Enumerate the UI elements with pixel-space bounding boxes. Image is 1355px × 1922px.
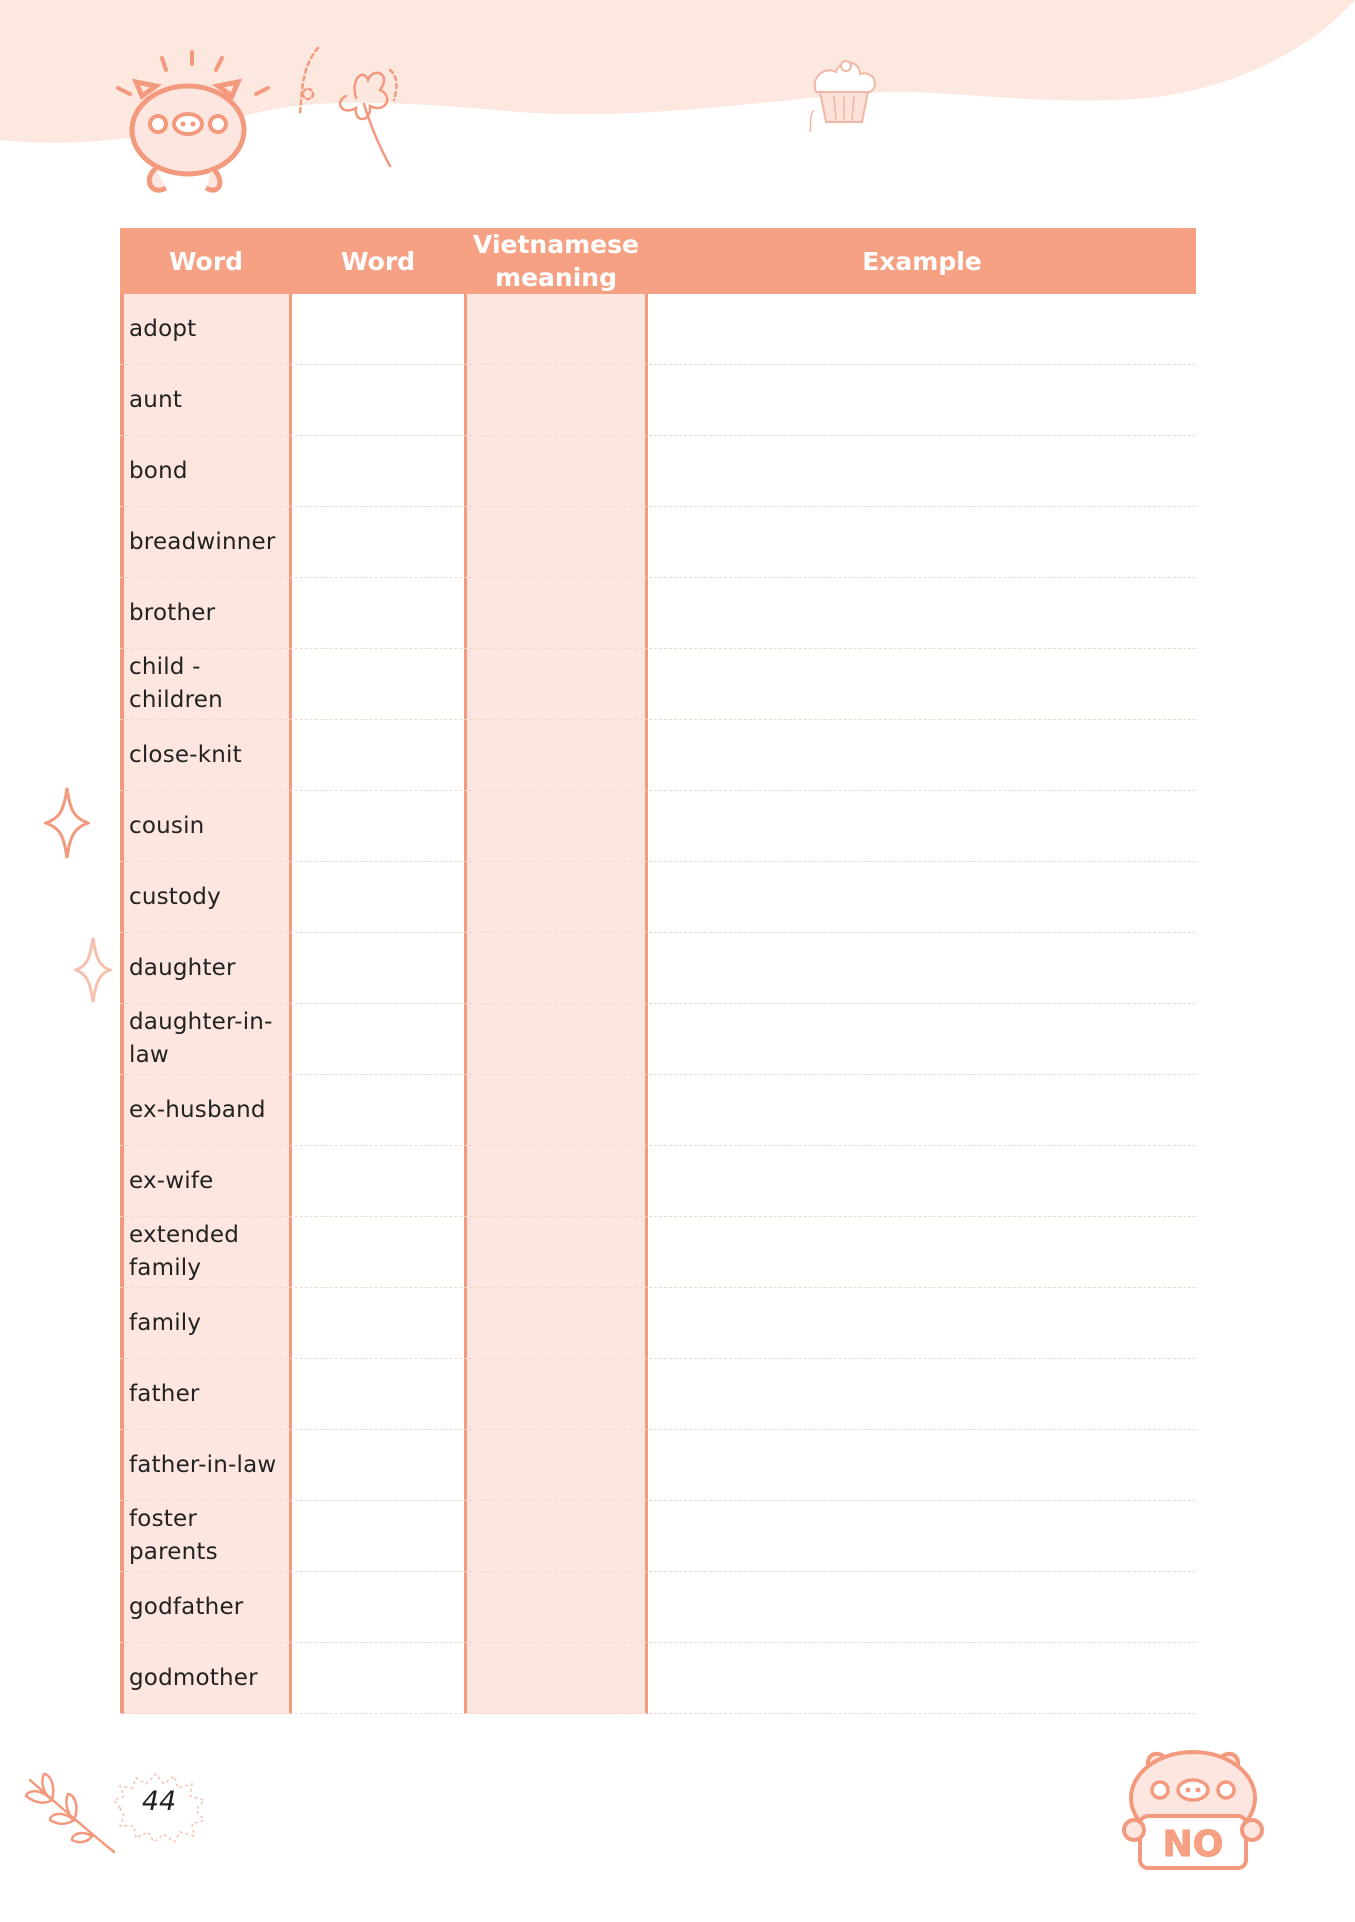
vietnamese-meaning-cell[interactable]: [467, 1501, 645, 1571]
vocabulary-word: godfather: [129, 1593, 244, 1620]
header-example: Example: [862, 246, 982, 276]
vocabulary-word: ex-husband: [129, 1096, 266, 1123]
table-row: [120, 507, 1196, 578]
header-vietnamese-meaning: Vietnamese meaning: [473, 230, 639, 292]
table-row: [120, 436, 1196, 507]
word-entry-cell[interactable]: [295, 649, 461, 719]
vietnamese-meaning-cell[interactable]: [467, 1146, 645, 1216]
vocabulary-word: brother: [129, 599, 216, 626]
table-row: [120, 1146, 1196, 1217]
vietnamese-meaning-cell[interactable]: [467, 933, 645, 1003]
vocabulary-table: [120, 228, 1196, 1714]
table-row: [120, 1359, 1196, 1430]
word-entry-cell[interactable]: [295, 1004, 461, 1074]
example-cell[interactable]: [651, 1146, 1196, 1216]
example-cell[interactable]: [651, 1643, 1196, 1713]
table-row: [120, 1217, 1196, 1288]
vocabulary-word: custody: [129, 883, 221, 910]
sparkle-icon: [44, 786, 90, 860]
word-entry-cell[interactable]: [295, 862, 461, 932]
word-entry-cell[interactable]: [295, 436, 461, 506]
table-row: [120, 1004, 1196, 1075]
table-row: [120, 1288, 1196, 1359]
vocabulary-word: daughter: [129, 954, 236, 981]
word-entry-cell[interactable]: [295, 933, 461, 1003]
page-number: 44: [141, 1786, 177, 1817]
vocabulary-word: extended family: [129, 1222, 240, 1281]
vietnamese-meaning-cell[interactable]: [467, 507, 645, 577]
example-cell[interactable]: [651, 1572, 1196, 1642]
vietnamese-meaning-cell[interactable]: [467, 1004, 645, 1074]
word-entry-cell[interactable]: [295, 791, 461, 861]
vietnamese-meaning-cell[interactable]: [467, 365, 645, 435]
pig-no-sign-icon: [1118, 1744, 1268, 1874]
table-row: [120, 791, 1196, 862]
vietnamese-meaning-cell[interactable]: [467, 791, 645, 861]
word-entry-cell[interactable]: [295, 1572, 461, 1642]
table-row: [120, 1501, 1196, 1572]
vocabulary-word: father-in-law: [129, 1451, 277, 1478]
leaf-branch-icon: [22, 1770, 118, 1856]
table-row: [120, 1643, 1196, 1714]
vietnamese-meaning-cell[interactable]: [467, 862, 645, 932]
word-entry-cell[interactable]: [295, 1075, 461, 1145]
table-row: [120, 578, 1196, 649]
word-entry-cell[interactable]: [295, 1146, 461, 1216]
table-header: [120, 228, 1196, 294]
example-cell[interactable]: [651, 1004, 1196, 1074]
example-cell[interactable]: [651, 933, 1196, 1003]
example-cell[interactable]: [651, 1217, 1196, 1287]
vietnamese-meaning-cell[interactable]: [467, 1288, 645, 1358]
vietnamese-meaning-cell[interactable]: [467, 1430, 645, 1500]
example-cell[interactable]: [651, 1430, 1196, 1500]
vocabulary-word: child - children: [129, 654, 223, 713]
sparkle-icon: [74, 936, 112, 1004]
table-row: [120, 294, 1196, 365]
table-row: [120, 933, 1196, 1004]
table-body: [120, 294, 1196, 1714]
vietnamese-meaning-cell[interactable]: [467, 649, 645, 719]
example-cell[interactable]: [651, 578, 1196, 648]
header-word-2: Word: [340, 246, 416, 276]
table-row: [120, 1572, 1196, 1643]
vietnamese-meaning-cell[interactable]: [467, 436, 645, 506]
word-entry-cell[interactable]: [295, 365, 461, 435]
word-entry-cell[interactable]: [295, 1288, 461, 1358]
example-cell[interactable]: [651, 649, 1196, 719]
vietnamese-meaning-cell[interactable]: [467, 1217, 645, 1287]
vocabulary-word: foster parents: [129, 1506, 218, 1565]
cupcake-icon: [806, 52, 882, 134]
vocabulary-word: daughter-in-law: [129, 1009, 273, 1068]
header-word-1: Word: [168, 246, 244, 276]
table-row: [120, 365, 1196, 436]
example-cell[interactable]: [651, 507, 1196, 577]
vocabulary-word: bond: [129, 457, 188, 484]
example-cell[interactable]: [651, 1075, 1196, 1145]
table-row: [120, 862, 1196, 933]
vocabulary-word: breadwinner: [129, 528, 276, 555]
example-cell[interactable]: [651, 1359, 1196, 1429]
word-entry-cell[interactable]: [295, 294, 461, 364]
word-entry-cell[interactable]: [295, 1501, 461, 1571]
vocabulary-word: father: [129, 1380, 200, 1407]
vietnamese-meaning-cell[interactable]: [467, 720, 645, 790]
example-cell[interactable]: [651, 294, 1196, 364]
example-cell[interactable]: [651, 791, 1196, 861]
vietnamese-meaning-cell[interactable]: [467, 294, 645, 364]
example-cell[interactable]: [651, 1288, 1196, 1358]
table-rows: [120, 294, 1196, 1714]
no-sign-text: NO: [1162, 1824, 1224, 1865]
clover-flower-icon: [294, 44, 404, 170]
example-cell[interactable]: [651, 365, 1196, 435]
vietnamese-meaning-cell[interactable]: [467, 1075, 645, 1145]
word-entry-cell[interactable]: [295, 1643, 461, 1713]
example-cell[interactable]: [651, 436, 1196, 506]
word-entry-cell[interactable]: [295, 507, 461, 577]
vocabulary-word: family: [129, 1309, 202, 1336]
vietnamese-meaning-cell[interactable]: [467, 1359, 645, 1429]
word-entry-cell[interactable]: [295, 578, 461, 648]
table-row: [120, 1075, 1196, 1146]
vietnamese-meaning-cell[interactable]: [467, 578, 645, 648]
table-row: [120, 720, 1196, 791]
word-entry-cell[interactable]: [295, 720, 461, 790]
example-cell[interactable]: [651, 1501, 1196, 1571]
vocabulary-word: godmother: [129, 1664, 258, 1691]
word-entry-cell[interactable]: [295, 1359, 461, 1429]
vietnamese-meaning-cell[interactable]: [467, 1572, 645, 1642]
vietnamese-meaning-cell[interactable]: [467, 1643, 645, 1713]
vocabulary-word: ex-wife: [129, 1167, 214, 1194]
table-row: [120, 649, 1196, 720]
vocabulary-word: adopt: [129, 315, 197, 342]
vocabulary-word: cousin: [129, 812, 205, 839]
pig-mascot-icon: [112, 48, 272, 200]
example-cell[interactable]: [651, 720, 1196, 790]
word-entry-cell[interactable]: [295, 1217, 461, 1287]
word-entry-cell[interactable]: [295, 1430, 461, 1500]
example-cell[interactable]: [651, 862, 1196, 932]
vocabulary-word: close-knit: [129, 741, 242, 768]
vocabulary-word: aunt: [129, 386, 183, 413]
table-row: [120, 1430, 1196, 1501]
